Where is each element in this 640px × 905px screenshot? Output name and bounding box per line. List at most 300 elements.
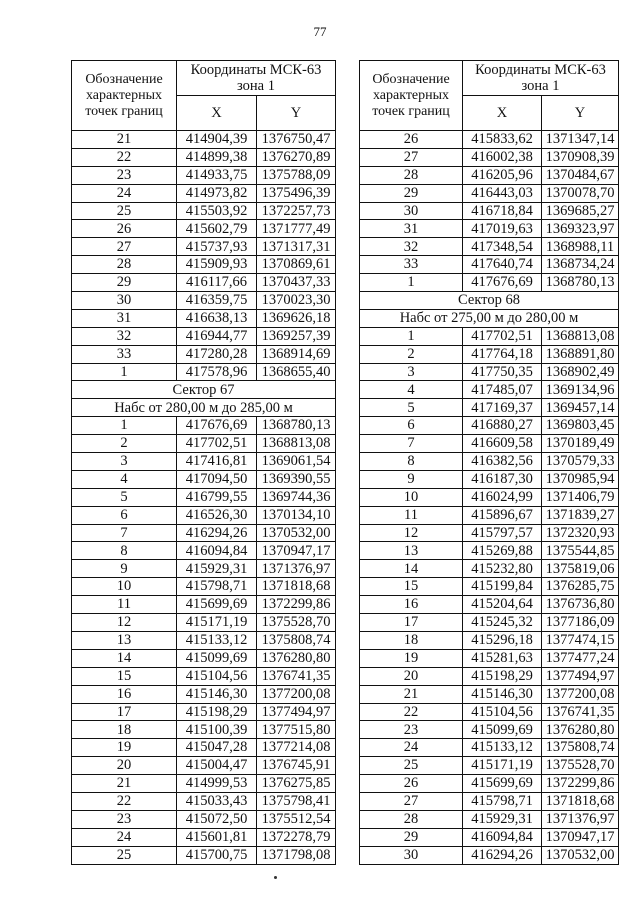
- table-row: [72, 184, 336, 202]
- table-row: [72, 810, 336, 828]
- coord-x: 416359,75: [177, 292, 257, 310]
- table-row: [360, 417, 619, 435]
- coord-y: 1370189,49: [542, 435, 619, 453]
- coord-x: 414973,82: [177, 184, 257, 202]
- point-number: 28: [72, 256, 177, 274]
- coord-y: 1372278,79: [257, 828, 336, 846]
- table-row: [360, 131, 619, 149]
- coord-y: 1368813,08: [257, 435, 336, 453]
- table-row: [72, 792, 336, 810]
- point-number: 3: [72, 453, 177, 471]
- point-number: 14: [72, 649, 177, 667]
- coord-y: 1375788,09: [257, 166, 336, 184]
- coord-x: 415798,71: [177, 578, 257, 596]
- point-number: 19: [360, 649, 463, 667]
- point-number: 27: [360, 148, 463, 166]
- table-row: [72, 166, 336, 184]
- section-title: Набс от 280,00 м до 285,00 м: [72, 399, 336, 417]
- point-number: 32: [360, 238, 463, 256]
- point-number: 19: [72, 739, 177, 757]
- coord-x: 415602,79: [177, 220, 257, 238]
- point-number: 13: [360, 542, 463, 560]
- table-row: [360, 757, 619, 775]
- table-row: [360, 256, 619, 274]
- section-title: Сектор 68: [360, 292, 619, 310]
- table-row: [360, 739, 619, 757]
- point-number: 24: [72, 184, 177, 202]
- table-row: [72, 470, 336, 488]
- coord-x: 415099,69: [463, 721, 542, 739]
- table-row: [72, 488, 336, 506]
- coord-x: 416443,03: [463, 184, 542, 202]
- coord-x: 417640,74: [463, 256, 542, 274]
- coord-x: 415269,88: [463, 542, 542, 560]
- point-number: 12: [360, 524, 463, 542]
- point-number: 6: [360, 417, 463, 435]
- coord-x: 417676,69: [463, 274, 542, 292]
- coord-y: 1376750,47: [257, 131, 336, 149]
- point-number: 13: [72, 631, 177, 649]
- coord-x: 414999,53: [177, 775, 257, 793]
- coord-x: 416609,58: [463, 435, 542, 453]
- table-row: [72, 846, 336, 864]
- table-row: [72, 524, 336, 542]
- coord-x: 417169,37: [463, 399, 542, 417]
- table-row: [360, 363, 619, 381]
- coord-y: 1370532,00: [542, 846, 619, 864]
- coord-x: 415833,62: [463, 131, 542, 149]
- coord-y: 1371777,49: [257, 220, 336, 238]
- point-number: 28: [360, 166, 463, 184]
- coord-y: 1376285,75: [542, 578, 619, 596]
- section-row: [72, 399, 336, 417]
- point-number: 5: [72, 488, 177, 506]
- point-number: 20: [360, 667, 463, 685]
- coord-x: 417702,51: [177, 435, 257, 453]
- coord-x: 415047,28: [177, 739, 257, 757]
- coord-y: 1368655,40: [257, 363, 336, 381]
- coord-y: 1377214,08: [257, 739, 336, 757]
- table-row: [360, 399, 619, 417]
- coord-x: 417416,81: [177, 453, 257, 471]
- coord-y: 1376280,80: [257, 649, 336, 667]
- coord-y: 1375512,54: [257, 810, 336, 828]
- table-row: [360, 810, 619, 828]
- point-number: 23: [360, 721, 463, 739]
- point-number: 16: [360, 596, 463, 614]
- coord-x: 416382,56: [463, 453, 542, 471]
- table-row: [72, 148, 336, 166]
- coord-x: 414933,75: [177, 166, 257, 184]
- point-number: 8: [360, 453, 463, 471]
- coord-x: 415198,29: [463, 667, 542, 685]
- table-row: [72, 685, 336, 703]
- coord-x: 417676,69: [177, 417, 257, 435]
- coord-x: 415503,92: [177, 202, 257, 220]
- point-number: 24: [360, 739, 463, 757]
- coord-y: 1369803,45: [542, 417, 619, 435]
- coord-y: 1376280,80: [542, 721, 619, 739]
- coord-y: 1369744,36: [257, 488, 336, 506]
- coord-y: 1376745,91: [257, 757, 336, 775]
- table-row: [72, 506, 336, 524]
- coord-y: 1375819,06: [542, 560, 619, 578]
- point-number: 4: [360, 381, 463, 399]
- point-number: 32: [72, 327, 177, 345]
- coord-y: 1370437,33: [257, 274, 336, 292]
- table-row: [72, 435, 336, 453]
- table-header: [72, 61, 336, 131]
- coord-x: 416294,26: [177, 524, 257, 542]
- coord-x: 415104,56: [463, 703, 542, 721]
- point-number: 24: [72, 828, 177, 846]
- table-row: [360, 506, 619, 524]
- coord-x: 414899,38: [177, 148, 257, 166]
- table-row: [360, 685, 619, 703]
- coord-x: 415245,32: [463, 614, 542, 632]
- coord-y: 1371818,68: [257, 578, 336, 596]
- table-row: [360, 488, 619, 506]
- table-row: [360, 524, 619, 542]
- table-row: [360, 184, 619, 202]
- point-number: 31: [360, 220, 463, 238]
- column-header-y: Y: [542, 96, 619, 131]
- coord-y: 1371376,97: [257, 560, 336, 578]
- point-number: 23: [72, 810, 177, 828]
- table-row: [360, 435, 619, 453]
- point-number: 33: [72, 345, 177, 363]
- coord-x: 414904,39: [177, 131, 257, 149]
- table-row: [72, 721, 336, 739]
- column-header-y: Y: [257, 96, 336, 131]
- point-number: 10: [72, 578, 177, 596]
- column-header-x: X: [177, 96, 257, 131]
- coord-y: 1372320,93: [542, 524, 619, 542]
- point-number: 9: [360, 470, 463, 488]
- coord-y: 1368902,49: [542, 363, 619, 381]
- table-row: [360, 578, 619, 596]
- point-number: 31: [72, 309, 177, 327]
- coord-y: 1377494,97: [257, 703, 336, 721]
- coord-x: 415798,71: [463, 792, 542, 810]
- coord-y: 1371839,27: [542, 506, 619, 524]
- coord-y: 1369457,14: [542, 399, 619, 417]
- point-number: 30: [72, 292, 177, 310]
- point-number: 22: [72, 148, 177, 166]
- table-row: [72, 202, 336, 220]
- point-number: 17: [360, 614, 463, 632]
- table-row: [72, 614, 336, 632]
- coord-y: 1368780,13: [542, 274, 619, 292]
- point-number: 28: [360, 810, 463, 828]
- table-row: [360, 453, 619, 471]
- coord-y: 1370869,61: [257, 256, 336, 274]
- table-row: [360, 202, 619, 220]
- coord-y: 1371818,68: [542, 792, 619, 810]
- coord-x: 415133,12: [463, 739, 542, 757]
- point-number: 26: [360, 775, 463, 793]
- coord-x: 417094,50: [177, 470, 257, 488]
- coord-y: 1370947,17: [542, 828, 619, 846]
- coord-y: 1370908,39: [542, 148, 619, 166]
- point-number: 26: [72, 220, 177, 238]
- coord-y: 1369390,55: [257, 470, 336, 488]
- table-row: [72, 757, 336, 775]
- coord-x: 416024,99: [463, 488, 542, 506]
- coord-y: 1377200,08: [542, 685, 619, 703]
- coord-x: 417578,96: [177, 363, 257, 381]
- coord-y: 1376275,85: [257, 775, 336, 793]
- coord-y: 1368734,24: [542, 256, 619, 274]
- coord-y: 1370484,67: [542, 166, 619, 184]
- column-header-coordinates: Координаты МСК-63 зона 1: [463, 61, 619, 96]
- point-number: 8: [72, 542, 177, 560]
- table-header: [360, 61, 619, 131]
- coord-x: 416002,38: [463, 148, 542, 166]
- coord-y: 1368914,69: [257, 345, 336, 363]
- coord-x: 416718,84: [463, 202, 542, 220]
- point-number: 22: [72, 792, 177, 810]
- table-row: [360, 792, 619, 810]
- coord-y: 1376741,35: [542, 703, 619, 721]
- table-row: [360, 274, 619, 292]
- point-number: 9: [72, 560, 177, 578]
- coord-x: 415204,64: [463, 596, 542, 614]
- coord-y: 1371798,08: [257, 846, 336, 864]
- table-row: [360, 703, 619, 721]
- point-number: 25: [72, 202, 177, 220]
- coordinates-table-right: [359, 60, 619, 865]
- section-row: [360, 309, 619, 327]
- coord-x: 415296,18: [463, 631, 542, 649]
- coord-y: 1372257,73: [257, 202, 336, 220]
- table-row: [72, 220, 336, 238]
- point-number: 1: [360, 327, 463, 345]
- table-row: [360, 846, 619, 864]
- table-row: [72, 649, 336, 667]
- coord-x: 417764,18: [463, 345, 542, 363]
- coord-y: 1369626,18: [257, 309, 336, 327]
- coord-x: 415133,12: [177, 631, 257, 649]
- section-row: [72, 381, 336, 399]
- coord-x: 417485,07: [463, 381, 542, 399]
- table-row: [72, 274, 336, 292]
- point-number: 1: [360, 274, 463, 292]
- table-row: [360, 631, 619, 649]
- coord-x: 415601,81: [177, 828, 257, 846]
- point-number: 27: [72, 238, 177, 256]
- point-number: 7: [360, 435, 463, 453]
- table-row: [72, 131, 336, 149]
- point-number: 30: [360, 202, 463, 220]
- point-number: 1: [72, 363, 177, 381]
- coord-x: 415281,63: [463, 649, 542, 667]
- coord-y: 1377515,80: [257, 721, 336, 739]
- coord-y: 1370947,17: [257, 542, 336, 560]
- coord-y: 1371347,14: [542, 131, 619, 149]
- coord-y: 1368891,80: [542, 345, 619, 363]
- coord-y: 1372299,86: [257, 596, 336, 614]
- coord-x: 417750,35: [463, 363, 542, 381]
- coord-x: 417280,28: [177, 345, 257, 363]
- table-row: [360, 542, 619, 560]
- coord-y: 1370532,00: [257, 524, 336, 542]
- page-number: 77: [313, 24, 327, 39]
- point-number: 16: [72, 685, 177, 703]
- point-number: 29: [360, 184, 463, 202]
- point-number: 3: [360, 363, 463, 381]
- coord-x: 415896,67: [463, 506, 542, 524]
- footer-dot: [274, 876, 277, 879]
- coord-x: 415033,43: [177, 792, 257, 810]
- coord-x: 416799,55: [177, 488, 257, 506]
- coord-x: 415146,30: [177, 685, 257, 703]
- table-row: [360, 596, 619, 614]
- coord-x: 415929,31: [463, 810, 542, 828]
- point-number: 2: [72, 435, 177, 453]
- point-number: 30: [360, 846, 463, 864]
- coord-y: 1375528,70: [542, 757, 619, 775]
- coord-y: 1368780,13: [257, 417, 336, 435]
- point-number: 23: [72, 166, 177, 184]
- point-number: 18: [72, 721, 177, 739]
- coord-y: 1377494,97: [542, 667, 619, 685]
- coord-y: 1375808,74: [257, 631, 336, 649]
- point-number: 33: [360, 256, 463, 274]
- table-row: [360, 381, 619, 399]
- section-title: Сектор 67: [72, 381, 336, 399]
- coord-x: 415797,57: [463, 524, 542, 542]
- coord-y: 1368813,08: [542, 327, 619, 345]
- point-number: 10: [360, 488, 463, 506]
- point-number: 7: [72, 524, 177, 542]
- coordinates-table-left: [71, 60, 336, 865]
- column-header-points: Обозначение характерных точек границ: [360, 61, 463, 131]
- table-row: [72, 560, 336, 578]
- point-number: 25: [72, 846, 177, 864]
- point-number: 29: [72, 274, 177, 292]
- point-number: 12: [72, 614, 177, 632]
- column-header-coordinates: Координаты МСК-63 зона 1: [177, 61, 336, 96]
- table-row: [72, 238, 336, 256]
- coord-y: 1376736,80: [542, 596, 619, 614]
- table-row: [72, 739, 336, 757]
- coord-x: 415699,69: [177, 596, 257, 614]
- coord-y: 1377477,24: [542, 649, 619, 667]
- point-number: 21: [72, 775, 177, 793]
- coord-y: 1371317,31: [257, 238, 336, 256]
- section-title: Набс от 275,00 м до 280,00 м: [360, 309, 619, 327]
- table-row: [72, 631, 336, 649]
- coord-y: 1370078,70: [542, 184, 619, 202]
- coord-x: 416187,30: [463, 470, 542, 488]
- coord-x: 415171,19: [177, 614, 257, 632]
- coord-y: 1375528,70: [257, 614, 336, 632]
- coord-x: 415700,75: [177, 846, 257, 864]
- table-row: [72, 596, 336, 614]
- coord-y: 1369323,97: [542, 220, 619, 238]
- coord-x: 415004,47: [177, 757, 257, 775]
- table-row: [72, 542, 336, 560]
- point-number: 21: [360, 685, 463, 703]
- column-header-points: Обозначение характерных точек границ: [72, 61, 177, 131]
- point-number: 29: [360, 828, 463, 846]
- point-number: 11: [360, 506, 463, 524]
- coord-y: 1371376,97: [542, 810, 619, 828]
- table-row: [72, 828, 336, 846]
- coord-x: 416094,84: [463, 828, 542, 846]
- table-row: [360, 327, 619, 345]
- table-row: [72, 775, 336, 793]
- coord-x: 415909,93: [177, 256, 257, 274]
- point-number: 4: [72, 470, 177, 488]
- table-row: [360, 470, 619, 488]
- table-row: [72, 363, 336, 381]
- coord-x: 415198,29: [177, 703, 257, 721]
- table-row: [72, 417, 336, 435]
- table-row: [72, 667, 336, 685]
- table-row: [72, 578, 336, 596]
- table-row: [360, 614, 619, 632]
- coord-x: 416944,77: [177, 327, 257, 345]
- coord-x: 416294,26: [463, 846, 542, 864]
- coord-x: 415929,31: [177, 560, 257, 578]
- coord-x: 415104,56: [177, 667, 257, 685]
- coord-y: 1368988,11: [542, 238, 619, 256]
- point-number: 21: [72, 131, 177, 149]
- coord-x: 415699,69: [463, 775, 542, 793]
- table-row: [72, 703, 336, 721]
- point-number: 1: [72, 417, 177, 435]
- coord-y: 1377474,15: [542, 631, 619, 649]
- point-number: 6: [72, 506, 177, 524]
- point-number: 17: [72, 703, 177, 721]
- coord-y: 1375798,41: [257, 792, 336, 810]
- coord-y: 1375808,74: [542, 739, 619, 757]
- coord-y: 1369257,39: [257, 327, 336, 345]
- table-row: [72, 309, 336, 327]
- coord-y: 1370023,30: [257, 292, 336, 310]
- coord-y: 1370134,10: [257, 506, 336, 524]
- table-body: [360, 131, 619, 865]
- coord-x: 416205,96: [463, 166, 542, 184]
- point-number: 15: [360, 578, 463, 596]
- coord-x: 415100,39: [177, 721, 257, 739]
- coord-y: 1371406,79: [542, 488, 619, 506]
- coord-x: 415072,50: [177, 810, 257, 828]
- coord-x: 417348,54: [463, 238, 542, 256]
- coord-x: 417019,63: [463, 220, 542, 238]
- table-row: [360, 649, 619, 667]
- coord-x: 415171,19: [463, 757, 542, 775]
- coord-x: 416526,30: [177, 506, 257, 524]
- section-row: [360, 292, 619, 310]
- table-row: [360, 345, 619, 363]
- coord-y: 1375496,39: [257, 184, 336, 202]
- column-header-x: X: [463, 96, 542, 131]
- table-row: [72, 345, 336, 363]
- coord-y: 1369061,54: [257, 453, 336, 471]
- coord-y: 1376270,89: [257, 148, 336, 166]
- table-row: [360, 828, 619, 846]
- point-number: 22: [360, 703, 463, 721]
- table-row: [360, 166, 619, 184]
- coord-x: 415146,30: [463, 685, 542, 703]
- coord-y: 1376741,35: [257, 667, 336, 685]
- table-body: [72, 131, 336, 865]
- table-row: [72, 256, 336, 274]
- coord-x: 416638,13: [177, 309, 257, 327]
